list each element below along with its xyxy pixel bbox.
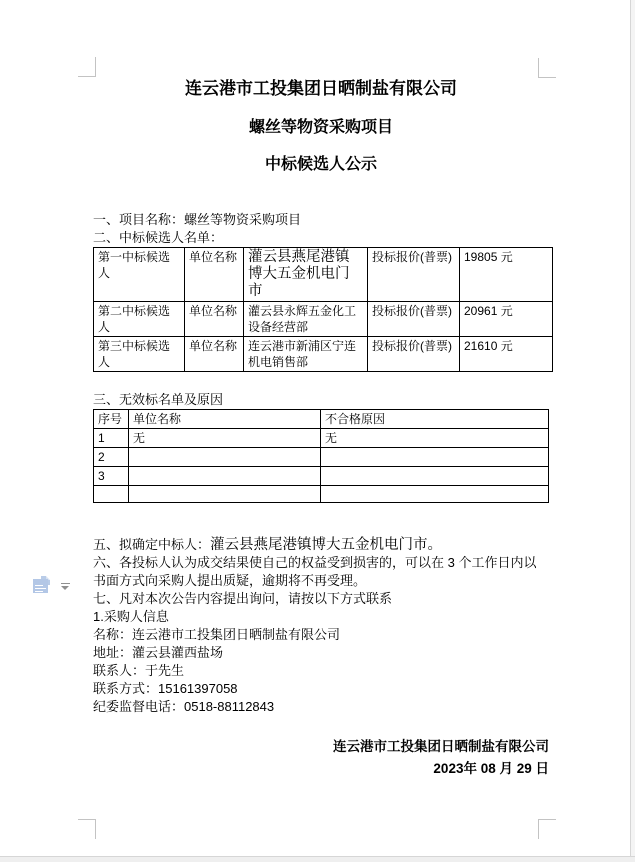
table-row xyxy=(94,429,549,448)
reason-cell: 无 xyxy=(321,429,549,448)
page-bottom-gutter xyxy=(0,857,635,862)
confirmed-winner-name: 灌云县燕尾港镇博大五金机电门市。 xyxy=(210,537,443,553)
price-cell: 19805 元 xyxy=(460,248,553,302)
signature-company: 连云港市工投集团日晒制盐有限公司 xyxy=(333,739,549,754)
purchaser-address: 地址：灌云县灌西盐场 xyxy=(93,645,224,660)
unit-cell xyxy=(129,467,321,486)
purchaser-phone: 联系方式：15161397058 xyxy=(93,681,238,696)
price-label-cell: 投标报价(普票) xyxy=(368,302,460,337)
candidates-table xyxy=(93,247,553,372)
unit-label-cell: 单位名称 xyxy=(185,248,244,302)
candidate-rank-cell: 第一中标候选人 xyxy=(94,248,185,302)
paragraph-contact-heading: 七、凡对本次公告内容提出询问，请按以下方式联系 xyxy=(93,591,393,606)
purchaser-info-heading: 1.采购人信息 xyxy=(93,609,169,624)
signature-date: 2023年 08 月 29 日 xyxy=(433,761,549,776)
no-cell xyxy=(94,486,129,503)
table-row xyxy=(94,467,549,486)
document-icon xyxy=(33,579,48,593)
table-row xyxy=(94,337,553,372)
paragraph-candidates-heading: 二、中标候选人名单： xyxy=(93,230,224,245)
invalid-bids-table xyxy=(93,409,549,503)
price-cell: 20961 元 xyxy=(460,302,553,337)
page-bottom-edge xyxy=(0,856,635,857)
text-boundary-mark-bottom-left xyxy=(78,819,96,839)
unit-cell xyxy=(129,486,321,503)
table-row xyxy=(94,486,549,503)
title-company: 连云港市工投集团日晒制盐有限公司 xyxy=(185,79,457,98)
page-right-edge xyxy=(630,0,631,856)
document-body xyxy=(93,80,549,780)
title-project: 螺丝等物资采购项目 xyxy=(248,119,393,136)
table-row xyxy=(94,302,553,337)
candidate-rank-cell: 第二中标候选人 xyxy=(94,302,185,337)
signature-block xyxy=(93,736,549,780)
purchaser-name: 名称：连云港市工投集团日晒制盐有限公司 xyxy=(93,627,341,642)
table-row xyxy=(94,248,553,302)
reason-cell xyxy=(321,467,549,486)
paragraph-objection-notice: 六、各投标人认为成交结果使自己的权益受到损害的，可以在 3 个工作日内以书面方式向采购人提出质疑，逾期将不再受理。 xyxy=(93,555,537,588)
price-label-cell: 投标报价(普票) xyxy=(368,337,460,372)
page-right-gutter xyxy=(631,0,635,862)
no-cell: 1 xyxy=(94,429,129,448)
unit-name-cell: 灌云县永辉五金化工设备经营部 xyxy=(244,302,368,337)
candidate-rank-cell: 第三中标候选人 xyxy=(94,337,185,372)
table-row xyxy=(94,448,549,467)
paragraph-project-name: 一、项目名称：螺丝等物资采购项目 xyxy=(93,212,302,227)
text-boundary-mark-bottom-right xyxy=(538,819,556,839)
text-boundary-mark-top-right xyxy=(538,58,556,78)
table-header-row xyxy=(94,410,549,429)
reason-cell xyxy=(321,486,549,503)
text-boundary-mark-top-left xyxy=(78,57,96,77)
price-label-cell: 投标报价(普票) xyxy=(368,248,460,302)
unit-label-cell: 单位名称 xyxy=(185,302,244,337)
supervision-phone: 纪委监督电话：0518-88112843 xyxy=(93,699,275,714)
header-reason-cell: 不合格原因 xyxy=(321,410,549,429)
unit-name-cell: 连云港市新浦区宁连机电销售部 xyxy=(244,337,368,372)
unit-name-cell: 灌云县燕尾港镇博大五金机电门市 xyxy=(244,248,368,302)
paragraph-invalid-heading: 三、无效标名单及原因 xyxy=(93,392,224,407)
title-notice: 中标候选人公示 xyxy=(264,156,377,173)
no-cell: 3 xyxy=(94,467,129,486)
header-no-cell: 序号 xyxy=(94,410,129,429)
price-cell: 21610 元 xyxy=(460,337,553,372)
header-unit-cell: 单位名称 xyxy=(129,410,321,429)
paste-options-icon[interactable] xyxy=(33,576,73,596)
reason-cell xyxy=(321,448,549,467)
unit-cell: 无 xyxy=(129,429,321,448)
paragraph-confirmed-winner xyxy=(93,536,549,554)
chevron-down-icon[interactable] xyxy=(61,583,70,590)
confirmed-winner-label: 五、拟确定中标人： xyxy=(93,537,211,552)
purchaser-contact-person: 联系人：于先生 xyxy=(93,663,185,678)
unit-cell xyxy=(129,448,321,467)
no-cell: 2 xyxy=(94,448,129,467)
unit-label-cell: 单位名称 xyxy=(185,337,244,372)
